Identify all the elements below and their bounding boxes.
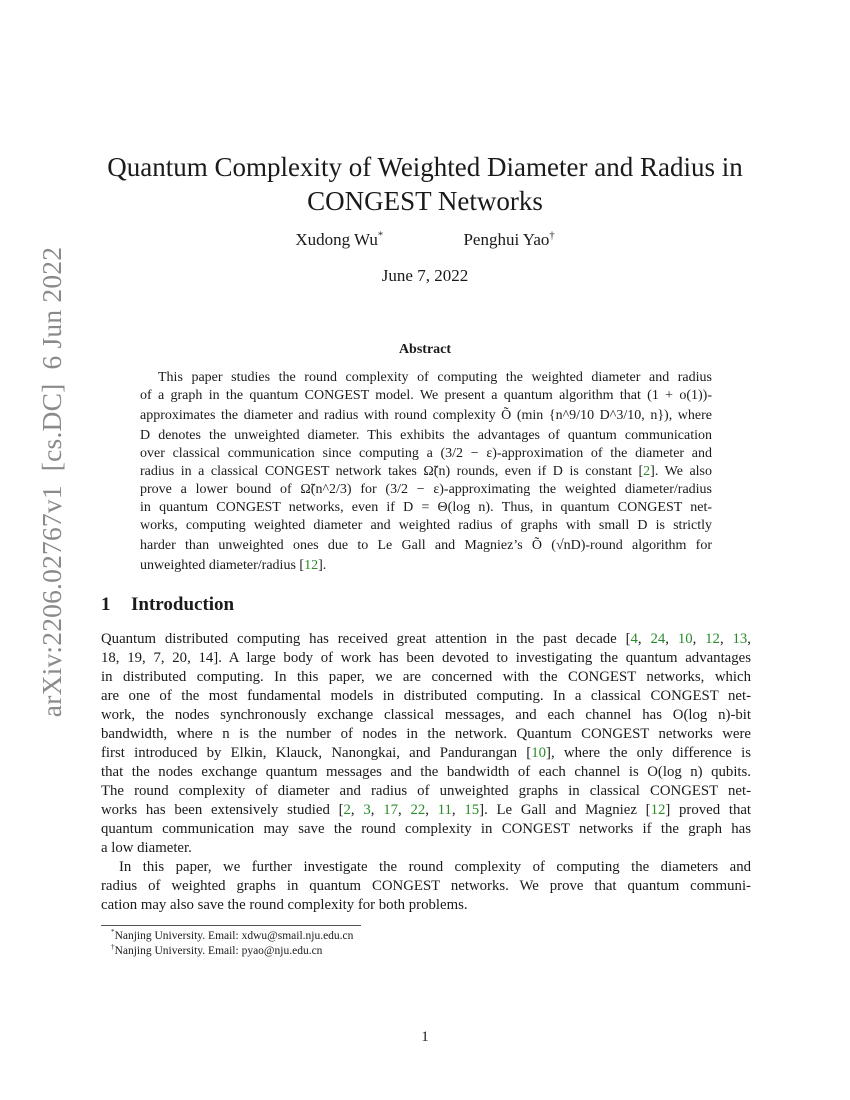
body-line: works has been extensively studied [2, 3, 17, 22, 11, 15]. Le Gall and Magniez [12] proved that: [101, 802, 752, 818]
abstract-line: unweighted diameter/radius [12].: [140, 558, 327, 573]
abstract-line: approximates the diameter and radius with round complexity Õ (min {n^9/10 D^3/10, n}), where: [140, 408, 712, 423]
footnote-rule: [101, 925, 361, 926]
body-line: work, the nodes synchronously exchange classical messages, and each channel has O(log n)-bit: [101, 707, 751, 723]
body-line: quantum communication may save the round complexity in CONGEST networks if the graph has: [101, 821, 751, 837]
section-heading: [101, 594, 234, 616]
body-line: in distributed computing. In this paper, we are concerned with the CONGEST networks, which: [101, 669, 751, 685]
section-number: 1: [101, 594, 111, 615]
arxiv-sidebar-stamp: [36, 247, 68, 717]
body-text: [101, 630, 751, 915]
title-line-2: CONGEST Networks: [307, 186, 543, 216]
abstract-line: prove a lower bound of Ω̃(n^2/3) for (3/2 − ε)-approximating the weighted diameter/radius: [140, 482, 712, 497]
abstract-line: harder than unweighted ones due to Le Gall and Magniez’s Õ (√nD)-round algorithm for: [140, 538, 712, 553]
abstract-line: radius in a classical CONGEST network takes Ω̃(n) rounds, even if D is constant [2]. We also: [140, 464, 713, 479]
abstract-body: [140, 369, 712, 575]
body-line: In this paper, we further investigate the round complexity of computing the diameters and: [119, 859, 751, 875]
body-line: The round complexity of diameter and radius of unweighted graphs in classical CONGEST net-: [101, 783, 751, 799]
abstract-line: of a graph in the quantum CONGEST model. We present a quantum algorithm that (1 + o(1))-: [140, 388, 712, 403]
paper-title: [0, 150, 850, 218]
body-line: are one of the most fundamental models in distributed computing. In a classical CONGEST net-: [101, 688, 751, 704]
body-line: bandwidth, where n is the number of nodes in the network. Quantum CONGEST networks were: [101, 726, 751, 742]
arxiv-id: arXiv:2206.02767v1: [36, 485, 67, 718]
abstract-heading: Abstract: [398, 342, 452, 357]
abstract-line: This paper studies the round complexity of computing the weighted diameter and radius: [158, 370, 712, 385]
body-line: Quantum distributed computing has received great attention in the past decade [4, 24, 10, 12, 13,: [101, 631, 751, 647]
body-line: first introduced by Elkin, Klauck, Nanongkai, and Pandurangan [10], where the only difference is: [101, 745, 751, 761]
arxiv-category: [cs.DC]: [36, 383, 67, 472]
section-title: Introduction: [131, 594, 235, 615]
abstract-line: works, computing weighted diameter and weighted radius of graphs with small D is strictly: [140, 518, 712, 533]
arxiv-date: 6 Jun 2022: [36, 246, 67, 370]
body-line: radius of weighted graphs in quantum CONGEST networks. We prove that quantum communi-: [101, 878, 751, 894]
abstract-line: over classical communication since computing a (3/2 − ε)-approximation of the diameter and: [140, 446, 712, 461]
author-list: [0, 230, 850, 250]
abstract-line: in quantum CONGEST networks, even if D = Θ(log n). Thus, in quantum CONGEST net-: [140, 500, 712, 515]
body-line: cation may also save the round complexity for both problems.: [101, 897, 468, 913]
abstract-line: D denotes the unweighted diameter. This exhibits the advantages of quantum communication: [140, 428, 712, 443]
author-2: Penghui Yao†: [463, 230, 555, 249]
footnotes: [111, 929, 353, 959]
author-1: Xudong Wu*: [295, 230, 384, 249]
body-line: a low diameter.: [101, 840, 192, 856]
footnote-2: †Nanjing University. Email: pyao@nju.edu.cn: [111, 943, 323, 957]
footnote-1: *Nanjing University. Email: xdwu@smail.nju.edu.cn: [111, 928, 354, 942]
title-line-1: Quantum Complexity of Weighted Diameter and Radius in: [107, 152, 743, 182]
body-line: that the nodes exchange quantum messages and the bandwidth of each channel is O(log n) qubits.: [101, 764, 751, 780]
page-number: 1: [421, 1029, 429, 1045]
paper-date: June 7, 2022: [381, 266, 469, 285]
body-line: 18, 19, 7, 20, 14]. A large body of work has been devoted to investigating the quantum advantages: [101, 650, 751, 666]
